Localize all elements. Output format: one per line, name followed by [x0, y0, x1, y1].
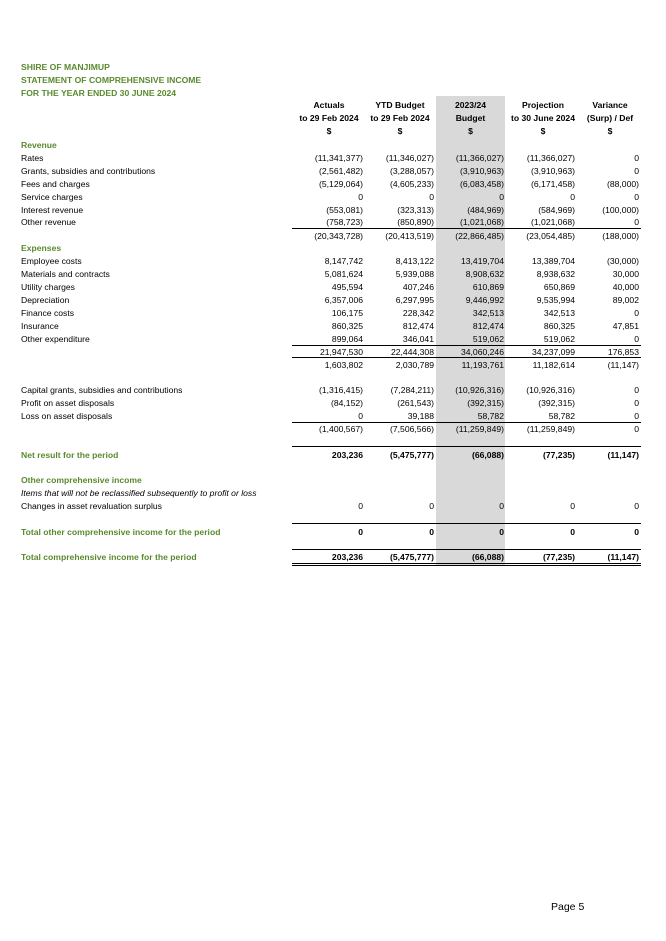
net-result-row: Net result for the period 203,236 (5,475,777) (66,088) (77,235) (11,147)	[21, 450, 639, 460]
table-row: Utility charges 495,594 407,246 610,869 650,869 40,000	[21, 282, 639, 292]
table-row: Rates (11,341,377) (11,346,027) (11,366,027) (11,366,027) 0	[21, 153, 639, 163]
shire-name: SHIRE OF MANJIMUP	[21, 62, 110, 72]
table-row: Finance costs 106,175 228,342 342,513 342,513 0	[21, 308, 639, 318]
expenses-heading: Expenses	[21, 243, 62, 253]
oci-heading: Other comprehensive income	[21, 475, 142, 485]
oci-heading-row	[21, 474, 641, 486]
period-title: FOR THE YEAR ENDED 30 JUNE 2024	[21, 87, 177, 98]
page-number: Page 5	[551, 901, 585, 913]
revenue-total-row: (20,343,728) (20,413,519) (22,866,485) (23,054,485) (188,000)	[314, 231, 639, 241]
table-row: Changes in asset revaluation surplus 0 0 0 0 0	[21, 501, 639, 511]
table-row: Service charges 0 0 0 0 0	[21, 192, 639, 202]
table-row: Interest revenue (553,081) (323,313) (484,969) (584,969) (100,000)	[21, 205, 639, 215]
table-row: Insurance 860,325 812,474 812,474 860,325 47,851	[21, 321, 639, 331]
col-ytd-budget-header: YTD Budget to 29 Feb 2024 $	[370, 100, 430, 136]
revenue-heading-row	[21, 139, 641, 151]
table-row: Profit on asset disposals (84,152) (261,543) (392,315) (392,315) 0	[21, 398, 639, 408]
total-ci-row: Total comprehensive income for the period 203,236 (5,475,777) (66,088) (77,235) (11,147)	[21, 552, 639, 562]
col-variance-header: Variance (Surp) / Def $	[586, 100, 634, 136]
revenue-heading: Revenue	[21, 140, 57, 150]
table-row: Other revenue (758,723) (850,890) (1,021,068) (1,021,068) 0	[21, 217, 639, 227]
subtotal-rule	[292, 357, 641, 358]
table-row: Materials and contracts 5,081,624 5,939,088 8,908,632 8,938,632 30,000	[21, 269, 639, 279]
table-row: Employee costs 8,147,742 8,413,122 13,419,704 13,389,704 (30,000)	[21, 256, 639, 266]
statement-title: STATEMENT OF COMPREHENSIVE INCOME	[21, 74, 202, 85]
table-row: Grants, subsidies and contributions (2,561,482) (3,288,057) (3,910,963) (3,910,963) 0	[21, 166, 639, 176]
net-result-rule	[292, 446, 641, 447]
expenses-total-row: 21,947,530 22,444,308 34,060,246 34,237,099 176,853	[319, 347, 639, 357]
col-actuals-header: Actuals to 29 Feb 2024 $	[299, 100, 359, 136]
table-row: Other expenditure 899,064 346,041 519,062 519,062 0	[21, 334, 639, 344]
total-oci-row: Total other comprehensive income for the period 0 0 0 0 0	[21, 527, 639, 537]
table-row: Fees and charges (5,129,064) (4,605,233) (6,083,458) (6,171,458) (88,000)	[21, 179, 639, 189]
total-oci-rule	[292, 523, 641, 524]
col-budget-header: 2023/24 Budget $	[454, 100, 487, 136]
total-ci-double-rule	[292, 563, 641, 566]
oci-subheading-row: Items that will not be reclassified subsequently to profit or loss	[21, 488, 257, 498]
operating-net-row: 1,603,802 2,030,789 11,193,761 11,182,614 (11,147)	[324, 360, 639, 370]
subtotal-rule	[292, 228, 641, 229]
table-row: Loss on asset disposals 0 39,188 58,782 58,782 0	[21, 411, 639, 421]
table-row: Depreciation 6,357,006 6,297,995 9,446,992 9,535,994 89,002	[21, 295, 639, 305]
total-ci-rule	[292, 549, 641, 550]
statement-header	[21, 61, 201, 99]
col-projection-header: Projection to 30 June 2024 $	[510, 100, 575, 136]
table-row: Capital grants, subsidies and contributions (1,316,415) (7,284,211) (10,926,316) (10,926,316) 0	[21, 385, 639, 395]
expenses-heading-row	[21, 242, 641, 254]
capital-total-row: (1,400,567) (7,506,566) (11,259,849) (11,259,849) 0	[319, 424, 639, 434]
